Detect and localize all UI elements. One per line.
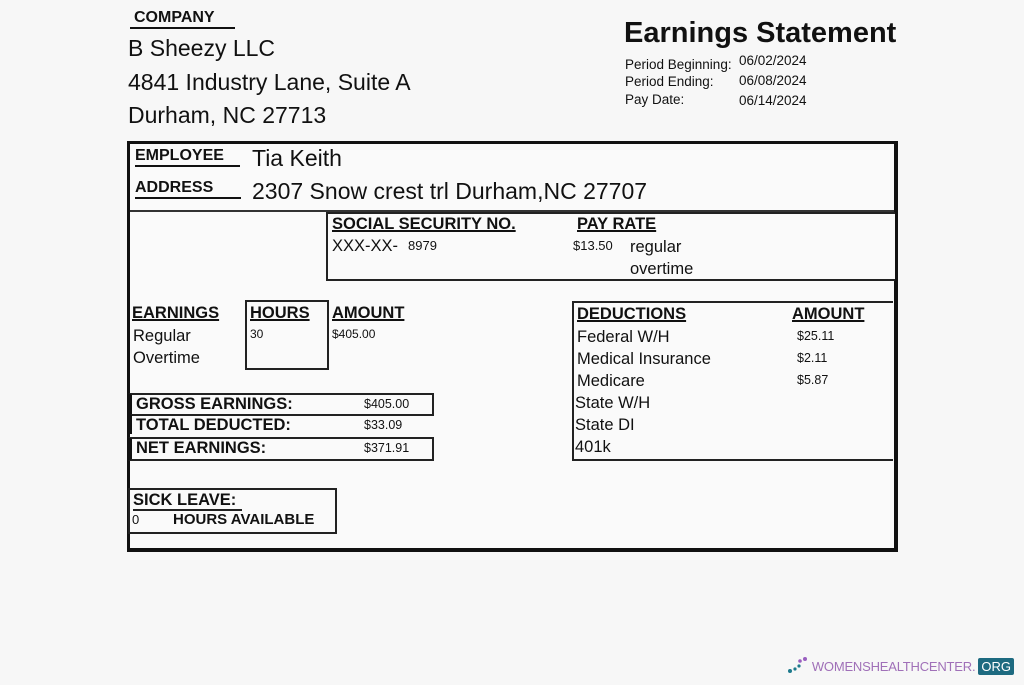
ssn-label: SOCIAL SECURITY NO. — [332, 215, 516, 233]
earnings-type-regular: Regular — [133, 327, 191, 345]
gross-earnings-label: GROSS EARNINGS: — [136, 395, 293, 413]
deductions-header: DEDUCTIONS — [577, 305, 687, 323]
employee-address: 2307 Snow crest trl Durham,NC 27707 — [252, 178, 648, 204]
gross-earnings-row — [128, 393, 434, 416]
watermark-logo — [787, 657, 1014, 675]
dots-logo-icon — [787, 657, 809, 675]
earnings-amount-regular: $405.00 — [332, 327, 376, 341]
net-earnings-row — [128, 437, 434, 461]
total-deducted-label: TOTAL DEDUCTED: — [136, 416, 291, 434]
period-ending-label: Period Ending: — [625, 74, 714, 89]
watermark-text: WOMENSHEALTHCENTER. — [811, 658, 976, 674]
sick-leave-hours-label: HOURS AVAILABLE — [173, 511, 315, 528]
deduction-amount: $2.11 — [797, 351, 828, 365]
pay-date-value: 06/14/2024 — [739, 93, 807, 108]
earnings-hours-regular: 30 — [250, 327, 264, 341]
deduction-name: 401k — [575, 438, 611, 456]
earnings-type-overtime: Overtime — [133, 349, 200, 367]
pay-date-label: Pay Date: — [625, 92, 685, 107]
deduction-name: Federal W/H — [577, 328, 670, 346]
sick-leave-hours: 0 — [132, 512, 140, 527]
sick-leave-label: SICK LEAVE: — [133, 491, 242, 511]
statement-title: Earnings Statement — [624, 17, 897, 49]
deductions-amount-header: AMOUNT — [792, 305, 865, 323]
period-beginning-label: Period Beginning: — [625, 57, 732, 72]
amount-header: AMOUNT — [332, 304, 405, 322]
ssn-last4: 8979 — [408, 238, 437, 253]
ssn-prefix: XXX-XX- — [332, 237, 399, 255]
company-address-line2: Durham, NC 27713 — [128, 102, 327, 128]
gross-earnings-value: $405.00 — [364, 397, 410, 411]
deduction-name: State DI — [575, 416, 635, 434]
deduction-name: Medicare — [577, 372, 645, 390]
total-deducted-value: $33.09 — [364, 418, 403, 432]
period-beginning-value: 06/02/2024 — [739, 53, 807, 68]
deduction-name: State W/H — [575, 394, 651, 412]
deductions-box — [572, 301, 893, 461]
company-label: COMPANY — [130, 9, 235, 29]
company-name: B Sheezy LLC — [128, 35, 276, 61]
employee-name: Tia Keith — [252, 145, 342, 171]
deduction-amount: $5.87 — [797, 373, 829, 387]
pay-rate-regular-label: regular — [630, 238, 682, 256]
hours-header: HOURS — [250, 304, 310, 322]
company-address-line1: 4841 Industry Lane, Suite A — [128, 69, 411, 95]
employee-label: EMPLOYEE — [135, 147, 240, 167]
sick-leave-box — [128, 488, 337, 534]
net-earnings-label: NET EARNINGS: — [136, 439, 267, 457]
pay-rate-label: PAY RATE — [577, 215, 657, 233]
deduction-amount: $25.11 — [797, 329, 835, 343]
earnings-header: EARNINGS — [132, 304, 220, 322]
pay-rate-overtime-label: overtime — [630, 260, 694, 278]
net-earnings-value: $371.91 — [364, 441, 410, 455]
pay-rate-regular-value: $13.50 — [573, 238, 613, 253]
watermark-badge: ORG — [978, 658, 1014, 675]
period-ending-value: 06/08/2024 — [739, 73, 807, 88]
total-deducted-row — [128, 415, 432, 434]
address-label: ADDRESS — [135, 179, 241, 199]
deduction-name: Medical Insurance — [577, 350, 711, 368]
